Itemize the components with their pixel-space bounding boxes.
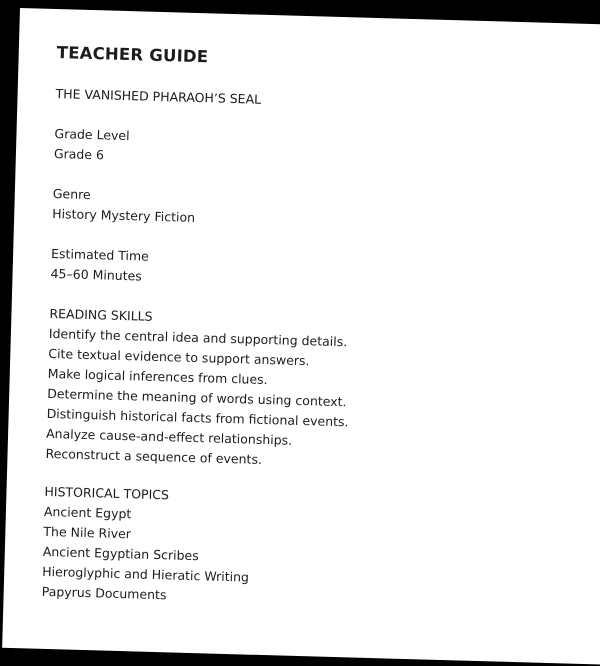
historical-topic-item: The Nile River [43,523,132,542]
reading-skill-item: Reconstruct a sequence of events. [45,445,263,467]
document-page [2,8,600,666]
estimated-time-block [50,244,353,292]
genre-block [52,184,355,232]
reading-skills-heading: READING SKILLS [49,305,153,324]
reading-skill-item: Cite textual evidence to support answers. [48,345,310,369]
grade-level-block [54,124,357,172]
historical-topic-item: Ancient Egyptian Scribes [42,543,199,564]
grade-level-label: Grade Level [54,126,130,144]
genre-value: History Mystery Fiction [52,205,196,225]
reading-skill-item: Identify the central idea and supporting details. [48,325,348,350]
historical-topic-item: Ancient Egypt [43,503,132,522]
reading-skill-item: Make logical inferences from clues. [47,365,268,388]
reading-skill-item: Analyze cause-and-effect relationships. [45,425,293,448]
reading-skill-item: Distinguish historical facts from fictional events. [46,405,349,430]
genre-label: Genre [52,185,91,203]
reading-skills-section [45,304,351,472]
historical-topic-item: Hieroglyphic and Hieratic Writing [42,563,250,585]
estimated-time-label: Estimated Time [50,245,150,264]
document-title: TEACHER GUIDE [56,43,209,67]
document-content [41,43,359,628]
historical-topics-section [41,482,346,610]
historical-topics-heading: HISTORICAL TOPICS [44,483,170,503]
estimated-time-value: 45–60 Minutes [50,265,143,284]
story-title: THE VANISHED PHARAOH’S SEAL [55,86,262,107]
grade-level-value: Grade 6 [53,146,105,163]
reading-skill-item: Determine the meaning of words using context. [47,385,347,410]
historical-topic-item: Papyrus Documents [41,583,167,603]
